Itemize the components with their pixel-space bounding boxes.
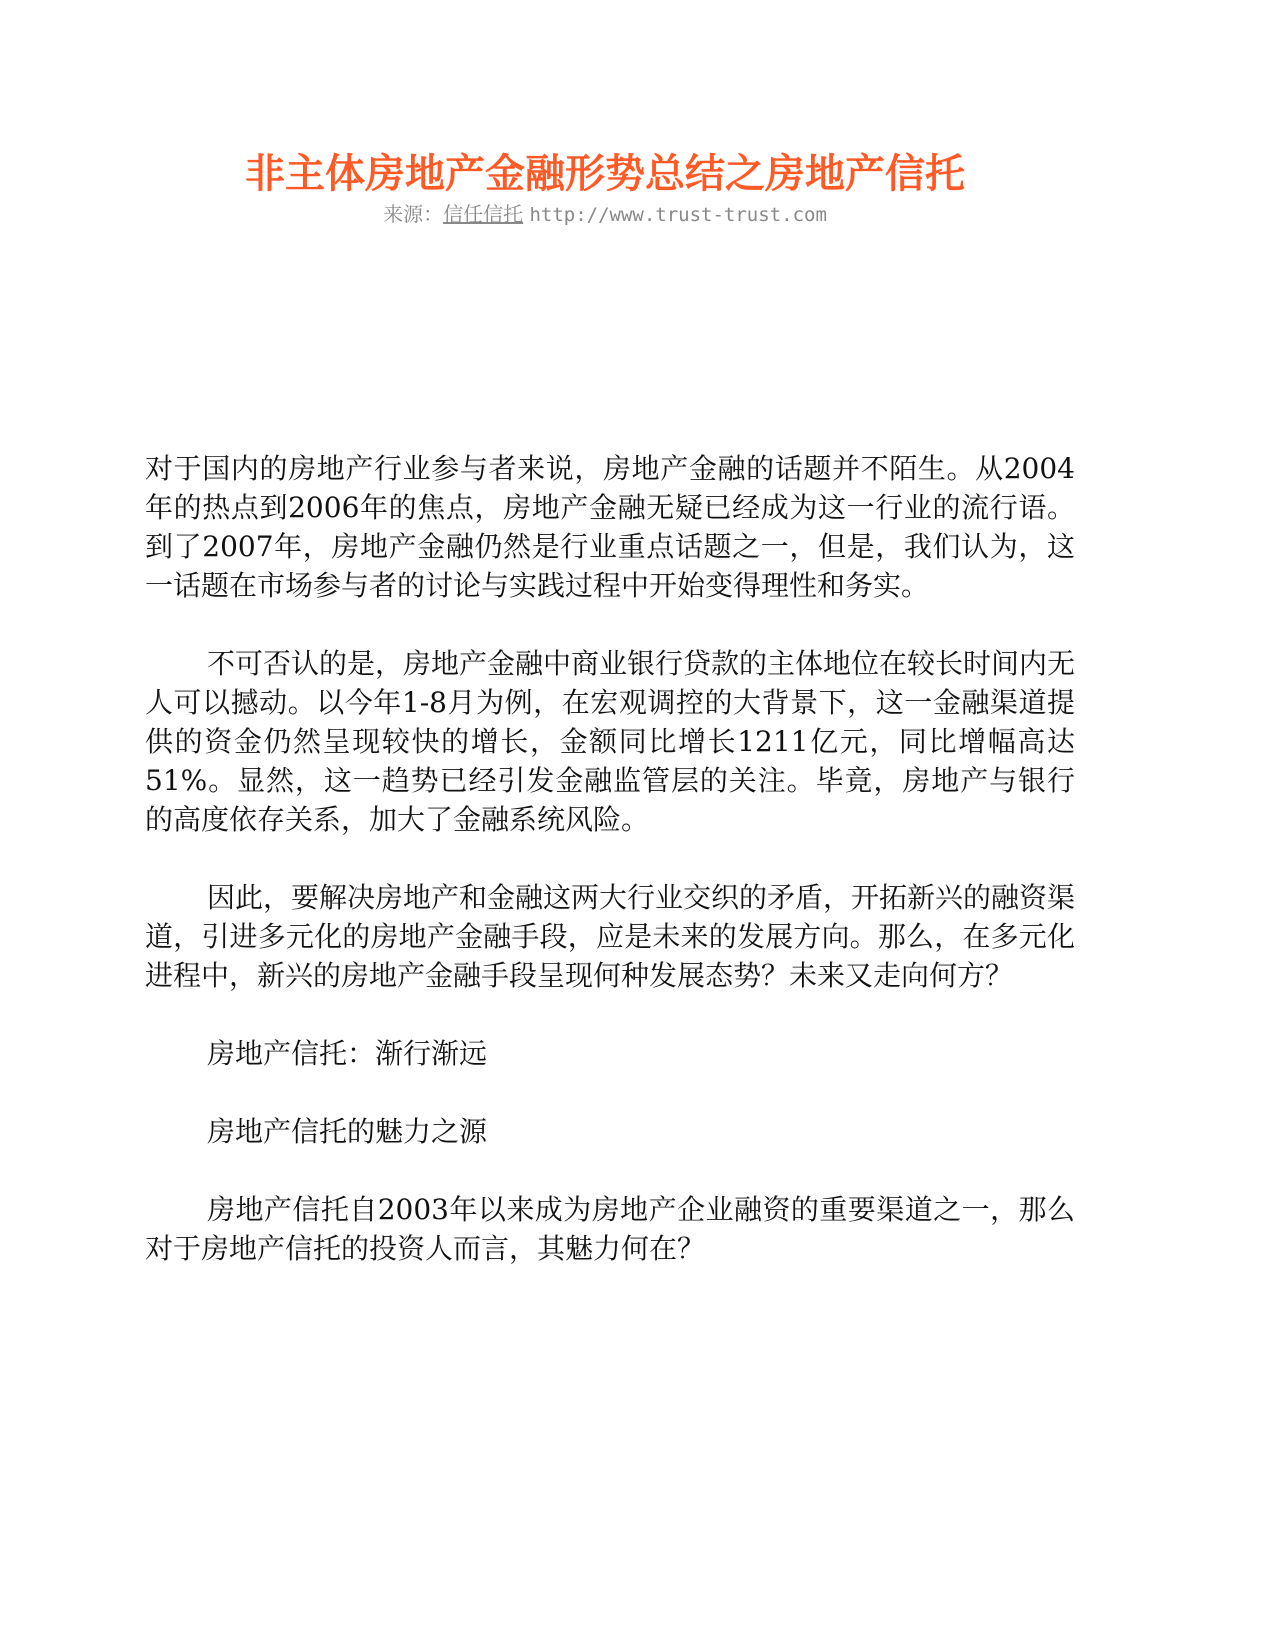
subsection-heading: 房地产信托的魅力之源 (207, 1115, 488, 1148)
document-title: 非主体房地产金融形势总结之房地产信托 (245, 150, 965, 197)
source-url: http://www.trust-trust.com (529, 204, 827, 226)
source-line (0, 200, 1210, 229)
source-link[interactable]: 信任信托 (443, 202, 524, 226)
paragraph-1: 对于国内的房地产行业参与者来说，房地产金融的话题并不陌生。从2004年的热点到2006年的焦点，房地产金融无疑已经成为这一行业的流行语。到了2007年，房地产金融仍然是行业重点话题之一，但是，我们认为，这一话题在市场参与者的讨论与实践过程中开始变得理性和务实。 (145, 452, 1075, 602)
article-body (145, 449, 1075, 1307)
paragraph-2: 不可否认的是，房地产金融中商业银行贷款的主体地位在较长时间内无人可以撼动。以今年1-8月为例，在宏观调控的大背景下，这一金融渠道提供的资金仍然呈现较快的增长，金额同比增长1211亿元，同比增幅高达51%。显然，这一趋势已经引发金融监管层的关注。毕竟，房地产与银行的高度依存关系，加大了金融系统风险。 (145, 647, 1076, 836)
paragraph-4: 房地产信托自2003年以来成为房地产企业融资的重要渠道之一，那么对于房地产信托的投资人而言，其魅力何在？ (145, 1193, 1075, 1265)
paragraph-3: 因此，要解决房地产和金融这两大行业交织的矛盾，开拓新兴的融资渠道，引进多元化的房地产金融手段，应是未来的发展方向。那么，在多元化进程中，新兴的房地产金融手段呈现何种发展态势？未来又走向何方？ (145, 881, 1076, 992)
source-label: 来源： (383, 202, 444, 226)
section-heading: 房地产信托：渐行渐远 (207, 1037, 488, 1070)
